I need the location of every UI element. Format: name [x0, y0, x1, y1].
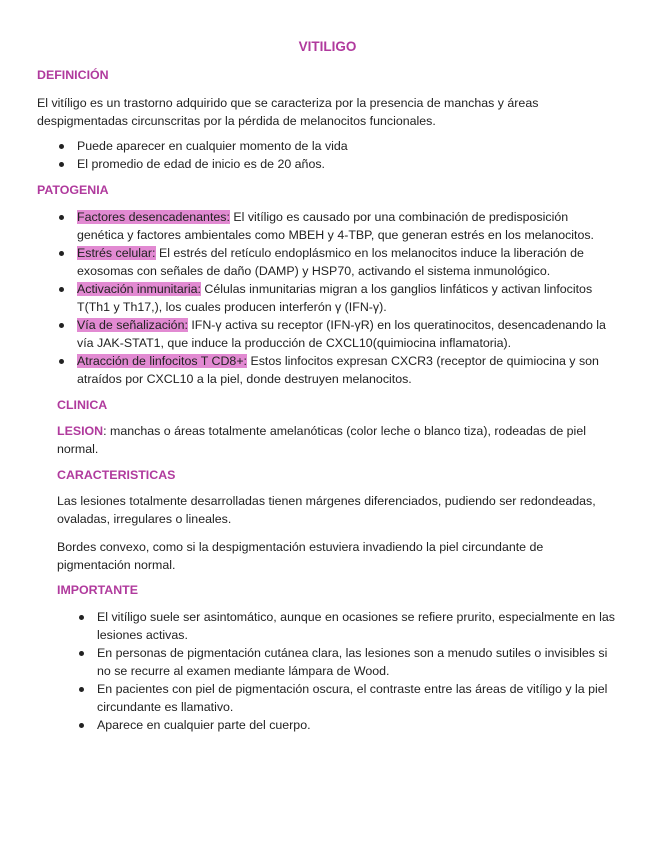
- highlighted-term: Activación inmunitaria:: [77, 282, 201, 296]
- list-item: [56, 280, 616, 316]
- caracteristicas-paragraph-1: Las lesiones totalmente desarrolladas tienen márgenes diferenciados, pudiendo ser redondeadas, ovaladas, irregulares o lineales.: [57, 494, 596, 526]
- lesion-paragraph: [57, 422, 617, 458]
- list-item: Aparece en cualquier parte del cuerpo.: [76, 716, 622, 734]
- list-item-text: Células inmunitarias migran a los ganglios linfáticos y activan linfocitos T(Th1 y Th17,), los cuales producen interferón γ (IFN-γ).: [77, 282, 593, 314]
- patogenia-heading: PATOGENIA: [37, 183, 109, 197]
- caracteristicas-heading: CARACTERISTICAS: [57, 468, 176, 482]
- list-item-text: Estos linfocitos expresan CXCR3 (receptor de quimiocina y son atraídos por CXCL10 a la piel, donde destruyen melanocitos.: [77, 354, 599, 386]
- definicion-heading: DEFINICIÓN: [37, 68, 109, 82]
- highlighted-term: Estrés celular:: [77, 246, 156, 260]
- list-item: El vitíligo suele ser asintomático, aunque en ocasiones se refiere prurito, especialmente en las lesiones activas.: [76, 608, 622, 644]
- importante-heading: IMPORTANTE: [57, 583, 138, 597]
- lesion-text: : manchas o áreas totalmente amelanóticas (color leche o blanco tiza), rodeadas de piel normal.: [57, 424, 586, 456]
- patogenia-bullet-list: [56, 208, 616, 388]
- list-item: [56, 244, 616, 280]
- definicion-bullet-list: [56, 137, 616, 173]
- list-item: [56, 316, 616, 352]
- caracteristicas-paragraph-2: Bordes convexo, como si la despigmentación estuviera invadiendo la piel circundante de pigmentación normal.: [57, 540, 544, 572]
- list-item-text: El estrés del retículo endoplásmico en los melanocitos induce la liberación de exosomas con señales de daño (DAMP) y HSP70, activando el sistema inmunológico.: [77, 246, 584, 278]
- list-item: [56, 352, 616, 388]
- page-title: VITILIGO: [298, 39, 357, 54]
- definicion-text: El vitíligo es un trastorno adquirido que se caracteriza por la presencia de manchas y áreas despigmentadas circunscritas por la pérdida de melanocitos funcionales.: [37, 96, 539, 128]
- lesion-label: LESION: [57, 424, 104, 438]
- list-item: [56, 208, 616, 244]
- list-item: En pacientes con piel de pigmentación oscura, el contraste entre las áreas de vitíligo y la piel circundante es llamativo.: [76, 680, 622, 716]
- highlighted-term: Factores desencadenantes:: [77, 210, 230, 224]
- highlighted-term: Vía de señalización:: [77, 318, 188, 332]
- list-item-text: IFN-γ activa su receptor (IFN-γR) en los queratinocitos, desencadenando la vía JAK-STAT1, que induce la producción de CXCL10(quimiocina inflamatoria).: [77, 318, 606, 350]
- list-item: El promedio de edad de inicio es de 20 años.: [56, 155, 616, 173]
- list-item: Puede aparecer en cualquier momento de la vida: [56, 137, 616, 155]
- highlighted-term: Atracción de linfocitos T CD8+:: [77, 354, 247, 368]
- list-item: En personas de pigmentación cutánea clara, las lesiones son a menudo sutiles o invisibles si no se recurre al examen mediante lámpara de Wood.: [76, 644, 622, 680]
- clinica-heading: CLINICA: [57, 398, 108, 412]
- list-item-text: El vitíligo es causado por una combinación de predisposición genética y factores ambientales como MBEH y 4-TBP, que generan estrés en los melanocitos.: [77, 210, 594, 242]
- importante-bullet-list: [76, 608, 622, 734]
